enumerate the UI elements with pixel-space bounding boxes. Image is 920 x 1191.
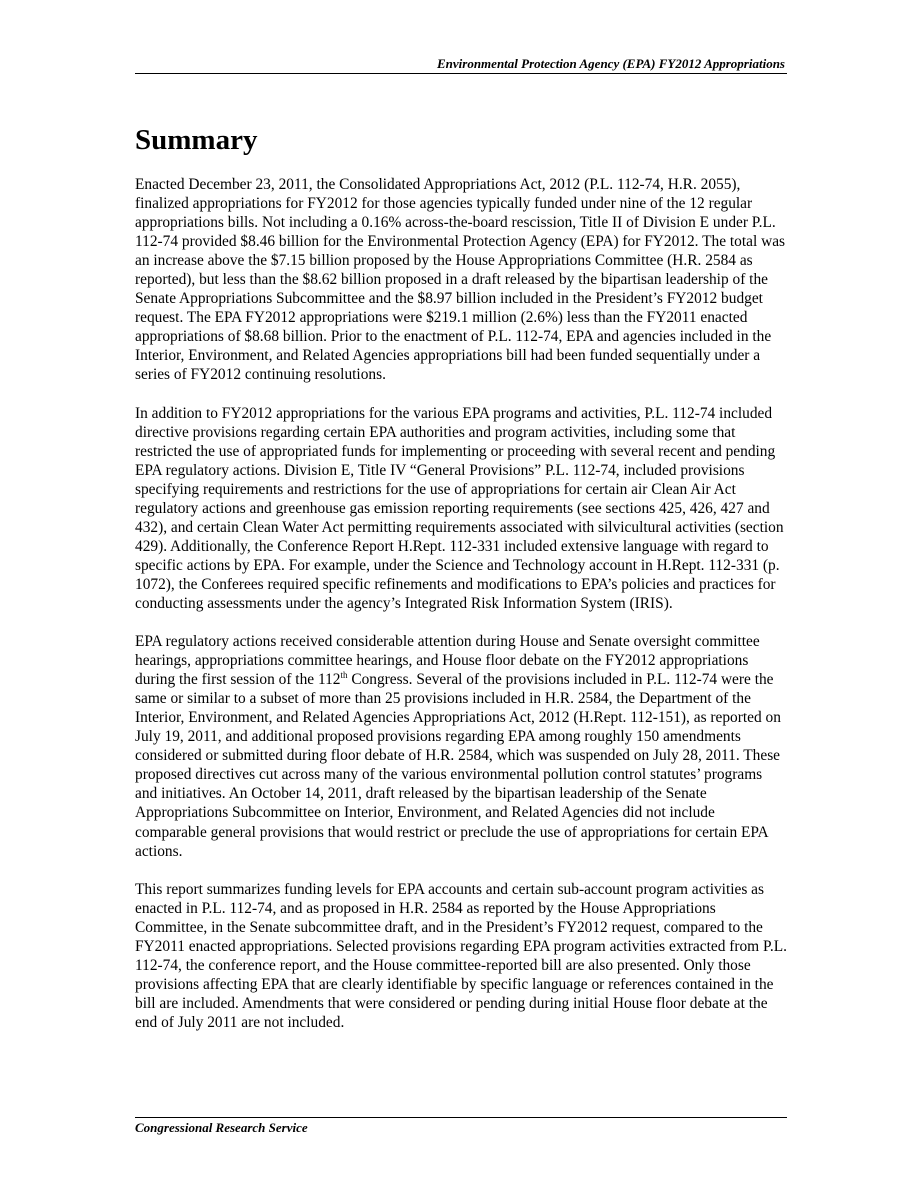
paragraph-enactment-overview: Enacted December 23, 2011, the Consolidated Appropriations Act, 2012 (P.L. 112-74, H.R. 2055), finalized appropriations for FY2012 for those agencies typically funded under nine of the 12 regular appropriations bills. Not including a 0.16% across-the-board rescission, Title II of Division E under P.L. 112-74 provided $8.46 billion for the Environmental Protection Agency (EPA) for FY2012. The total was an increase above the $7.15 billion proposed by the House Appropriations Committee (H.R. 2584 as reported), but less than the $8.62 billion proposed in a draft released by the bipartisan leadership of the Senate Appropriations Subcommittee and the $8.97 billion included in the President’s FY2012 budget request. The EPA FY2012 appropriations were $219.1 million (2.6%) less than the FY2011 enacted appropriations of $8.68 billion. Prior to the enactment of P.L. 112-74, EPA and agencies included in the Interior, Environment, and Related Agencies appropriations bill had been funded sequentially under a series of FY2012 continuing resolutions.	[135, 176, 786, 384]
page-title: Summary	[135, 124, 258, 156]
paragraph-directive-provisions: In addition to FY2012 appropriations for the various EPA programs and activities, P.L. 112-74 included directive provisions regarding certain EPA authorities and program activities, including some that restricted the use of appropriated funds for implementing or proceeding with several recent and pending EPA regulatory actions. Division E, Title IV “General Provisions” P.L. 112-74, included provisions specifying requirements and restrictions for the use of appropriations for certain air Clean Air Act regulatory actions and greenhouse gas emission reporting requirements (see sections 425, 426, 427 and 432), and certain Clean Water Act permitting requirements associated with silvicultural activities (section 429). Additionally, the Conference Report H.Rept. 112-331 included extensive language with regard to specific actions by EPA. For example, under the Science and Technology account in H.Rept. 112-331 (p. 1072), the Conferees required specific refinements and modifications to EPA’s policies and practices for conducting assessments under the agency’s Integrated Risk Information System (IRIS).	[135, 404, 784, 612]
paragraph-report-scope: This report summarizes funding levels for EPA accounts and certain sub-account program activities as enacted in P.L. 112-74, and as proposed in H.R. 2584 as reported by the House Appropriations Committee, in the Senate subcommittee draft, and in the President’s FY2012 request, compared to the FY2011 enacted appropriations. Selected provisions regarding EPA program activities extracted from P.L. 112-74, the conference report, and the House committee-reported bill are also presented. Only those provisions affecting EPA that are clearly identifiable by specific language or references contained in the bill are included. Amendments that were considered or pending during initial House floor debate at the end of July 2011 are not included.	[135, 880, 787, 1031]
paragraph-text: Congress. Several of the provisions included in P.L. 112-74 were the same or similar to a subset of more than 25 provisions included in H.R. 2584, the Department of the Interior, Environment, and Related Agencies Appropriations Act, 2012 (H.Rept. 112-151), as reported on July 19, 2011, and additional proposed provisions regarding EPA among roughly 150 amendments considered or submitted during floor debate of H.R. 2584, which was suspended on July 28, 2011. These proposed directives cut across many of the various environmental pollution control statutes’ programs and initiatives. An October 14, 2011, draft released by the bipartisan leadership of the Senate Appropriations Subcommittee on Interior, Environment, and Related Agencies did not include comparable general provisions that would restrict or preclude the use of appropriations for certain EPA actions.	[135, 671, 781, 860]
running-footer: Congressional Research Service	[135, 1120, 308, 1135]
ordinal-superscript: th	[340, 670, 348, 680]
paragraph-regulatory-attention	[135, 632, 787, 861]
header-divider	[135, 73, 787, 74]
paragraph-text: EPA regulatory actions received considerable attention during House and Senate oversight committee hearings, appropriations committee hearings, and House floor debate on the FY2012 appropriations during the first session of the 112	[135, 633, 760, 689]
footer-divider	[135, 1117, 787, 1118]
summary-body	[135, 175, 787, 1051]
running-header: Environmental Protection Agency (EPA) FY2012 Appropriations	[436, 56, 785, 71]
